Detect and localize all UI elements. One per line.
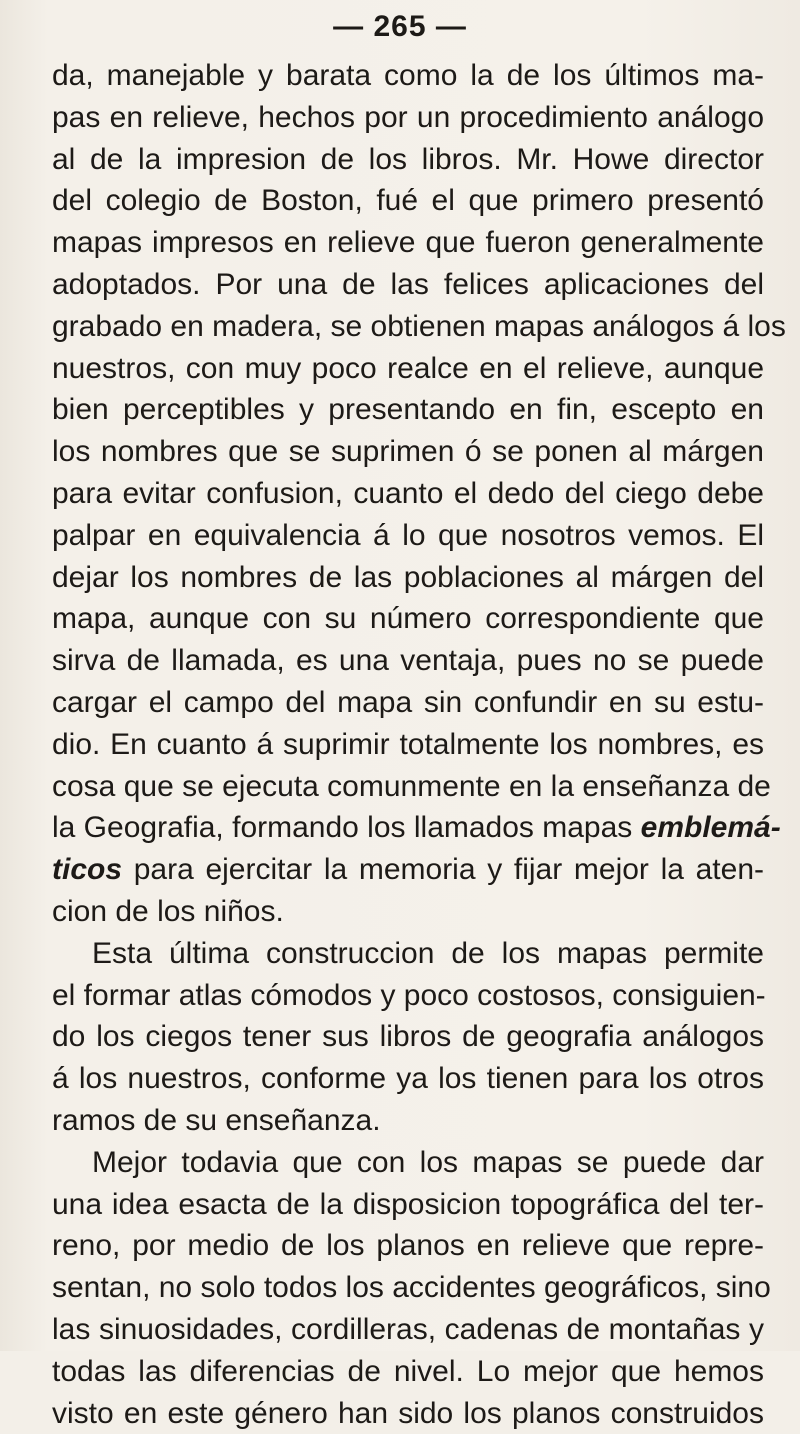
text-line: todas las diferencias de nivel. Lo mejor que hemos [52, 1351, 764, 1393]
text-segment: para ejercitar la memoria y fijar mejor la aten- [134, 853, 764, 886]
text-line: reno, por medio de los planos en relieve que repre- [52, 1225, 764, 1267]
text-line: mapas impresos en relieve que fueron generalmente [52, 222, 764, 264]
text-line: Mejor todavia que con los mapas se puede dar [52, 1142, 764, 1184]
text-segment: la Geografia, formando los llamados mapas [52, 811, 632, 844]
text-line: del colegio de Boston, fué el que primero presentó [52, 180, 764, 222]
text-line: cion de los niños. [52, 891, 764, 933]
text-line: el formar atlas cómodos y poco costosos, consiguien- [52, 975, 764, 1017]
text-line: visto en este género han sido los planos construidos [52, 1393, 764, 1434]
italic-term: ticos [52, 853, 122, 886]
text-line: dejar los nombres de las poblaciones al márgen del [52, 557, 764, 599]
text-line: palpar en equivalencia á lo que nosotros vemos. El [52, 515, 764, 557]
text-line: Esta última construccion de los mapas permite [52, 933, 764, 975]
text-line: una idea esacta de la disposicion topográfica del ter- [52, 1184, 764, 1226]
text-line: do los ciegos tener sus libros de geografia análogos [52, 1016, 764, 1058]
text-line: grabado en madera, se obtienen mapas análogos á los [52, 306, 764, 348]
text-line: pas en relieve, hechos por un procedimiento análogo [52, 97, 764, 139]
text-line: sirva de llamada, es una ventaja, pues no se puede [52, 640, 764, 682]
italic-term: emblemá- [641, 811, 781, 844]
text-line: da, manejable y barata como la de los últimos ma- [52, 55, 764, 97]
text-line: bien perceptibles y presentando en fin, escepto en [52, 389, 764, 431]
page-number: — 265 — [0, 10, 800, 44]
text-line: adoptados. Por una de las felices aplicaciones del [52, 264, 764, 306]
text-line: dio. En cuanto á suprimir totalmente los nombres, es [52, 724, 764, 766]
text-line: cosa que se ejecuta comunmente en la enseñanza de [52, 766, 764, 808]
text-line: al de la impresion de los libros. Mr. Howe director [52, 139, 764, 181]
text-line: cargar el campo del mapa sin confundir en su estu- [52, 682, 764, 724]
text-line: ramos de su enseñanza. [52, 1100, 764, 1142]
text-line: sentan, no solo todos los accidentes geográficos, sino [52, 1267, 764, 1309]
text-line: á los nuestros, conforme ya los tienen para los otros [52, 1058, 764, 1100]
text-line: las sinuosidades, cordilleras, cadenas de montañas y [52, 1309, 764, 1351]
text-line: nuestros, con muy poco realce en el relieve, aunque [52, 348, 764, 390]
body-text [52, 55, 764, 1434]
text-line: los nombres que se suprimen ó se ponen al márgen [52, 431, 764, 473]
text-line: mapa, aunque con su número correspondiente que [52, 598, 764, 640]
text-line [52, 849, 764, 891]
text-line: para evitar confusion, cuanto el dedo del ciego debe [52, 473, 764, 515]
text-line [52, 807, 764, 849]
